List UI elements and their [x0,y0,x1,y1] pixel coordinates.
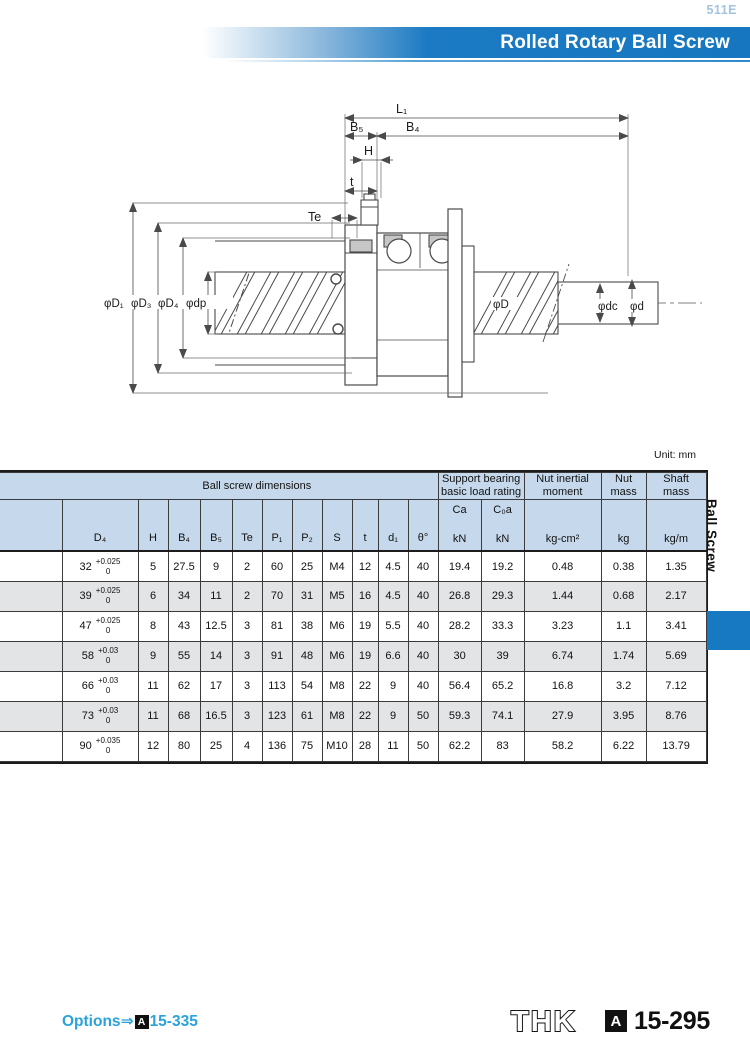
value-cell: 80 [168,731,200,761]
thk-logo [510,1004,598,1038]
value-cell: 38 [292,611,322,641]
value-cell: 40 [408,551,438,581]
options-arrow-icon: ⇒ [120,1013,134,1030]
value-cell: 34 [168,581,200,611]
value-cell: 60 [262,551,292,581]
value-cell: 62.2 [438,731,481,761]
table-row [0,581,706,611]
dim-label-te: Te [308,210,322,224]
ca-label: Ca [452,504,467,517]
d4-value-cell: 66 +0.03 0 [62,671,138,701]
col-d4: D₄ [62,500,138,552]
value-cell: 19.4 [438,551,481,581]
table-row [0,701,706,731]
dim-label-phi-D: φD [493,299,509,311]
value-cell: 7.12 [646,671,706,701]
group-shaft-mass: Shaft mass [646,473,706,500]
options-label: Options [62,1012,121,1030]
value-cell: 28 [352,731,378,761]
group-support-bearing: Support bearing basic load rating [438,473,524,500]
value-cell: 3 [232,611,262,641]
value-cell: 48 [292,641,322,671]
dim-label-phi-d3: φD₃ [131,298,152,310]
value-cell: 25 [200,731,232,761]
value-cell: 19.2 [481,551,524,581]
value-cell: 39 [481,641,524,671]
value-cell: 4 [232,731,262,761]
value-cell: 68 [168,701,200,731]
value-cell: 91 [262,641,292,671]
dim-label-phi-dp: φdp [186,298,207,310]
value-cell: 58.2 [524,731,601,761]
footer-brand-block [510,1004,710,1038]
col-model [0,500,62,552]
value-cell: 27.5 [168,551,200,581]
d4-value-cell: 39 +0.025 0 [62,581,138,611]
d4-value-cell: 32 +0.025 0 [62,551,138,581]
model-cell [0,551,62,581]
value-cell: 9 [200,551,232,581]
side-tab-ball-screw: Ball Screw [704,499,719,573]
dimensions-table [0,472,707,762]
col-inertia-unit: kg-cm² [524,500,601,552]
value-cell: 22 [352,701,378,731]
value-cell: 2 [232,551,262,581]
col-s: S [322,500,352,552]
value-cell: 11 [138,701,168,731]
group-nut-inertial-moment: Nut inertial moment [524,473,601,500]
value-cell: 3 [232,671,262,701]
dim-label-phi-d4: φD₄ [158,298,179,310]
value-cell: 14 [200,641,232,671]
value-cell: M8 [322,671,352,701]
table-wrap [0,470,708,764]
value-cell: 3 [232,701,262,731]
options-reference[interactable] [62,1012,198,1031]
col-d1: d₁ [378,500,408,552]
col-shaft-mass-unit: kg/m [646,500,706,552]
value-cell: M4 [322,551,352,581]
page-code: 511E [706,3,737,17]
value-cell: 3.41 [646,611,706,641]
value-cell: 56.4 [438,671,481,701]
model-cell [0,671,62,701]
col-theta: θ° [408,500,438,552]
value-cell: 4.5 [378,551,408,581]
group-nut-mass: Nut mass [601,473,646,500]
value-cell: 22 [352,671,378,701]
value-cell: 28.2 [438,611,481,641]
dim-label-h: H [364,144,374,158]
value-cell: 5.69 [646,641,706,671]
c0a-label: C₀a [493,504,512,517]
value-cell: 3.95 [601,701,646,731]
dim-label-phi-d: φd [630,301,644,313]
value-cell: 6 [138,581,168,611]
value-cell: 8.76 [646,701,706,731]
a-badge: A [135,1015,149,1029]
value-cell: 50 [408,731,438,761]
col-ca [438,500,481,552]
value-cell: 12 [138,731,168,761]
value-cell: 29.3 [481,581,524,611]
value-cell: 55 [168,641,200,671]
value-cell: 123 [262,701,292,731]
value-cell: 81 [262,611,292,641]
value-cell: 62 [168,671,200,701]
value-cell: 13.79 [646,731,706,761]
value-cell: 5.5 [378,611,408,641]
dim-label-phi-d1: φD₁ [104,298,124,310]
table-row [0,731,706,761]
model-cell [0,641,62,671]
section-index-tab [707,611,750,650]
c0a-unit: kN [495,533,510,546]
model-cell [0,731,62,761]
value-cell: 1.35 [646,551,706,581]
value-cell: 43 [168,611,200,641]
value-cell: 6.22 [601,731,646,761]
model-cell [0,581,62,611]
value-cell: M6 [322,641,352,671]
value-cell: 12 [352,551,378,581]
value-cell: 50 [408,701,438,731]
value-cell: 6.6 [378,641,408,671]
assembly-outline [210,194,658,397]
value-cell: 16 [352,581,378,611]
value-cell: M6 [322,611,352,641]
table-body [0,551,706,761]
col-te: Te [232,500,262,552]
value-cell: 136 [262,731,292,761]
value-cell: 8 [138,611,168,641]
table-header [0,473,706,552]
value-cell: M5 [322,581,352,611]
value-cell: 12.5 [200,611,232,641]
table-row [0,671,706,701]
value-cell: 1.1 [601,611,646,641]
ca-unit: kN [452,533,467,546]
dim-label-b4: B₄ [406,120,420,134]
col-p2: P₂ [292,500,322,552]
table-row [0,641,706,671]
dim-label-t: t [350,175,354,189]
value-cell: 1.74 [601,641,646,671]
value-cell: 31 [292,581,322,611]
header-underline [0,60,750,62]
value-cell: 16.8 [524,671,601,701]
value-cell: 2.17 [646,581,706,611]
value-cell: 40 [408,611,438,641]
d4-value-cell: 90 +0.035 0 [62,731,138,761]
col-t: t [352,500,378,552]
value-cell: M8 [322,701,352,731]
value-cell: 0.48 [524,551,601,581]
d4-value-cell: 47 +0.025 0 [62,611,138,641]
value-cell: 75 [292,731,322,761]
col-nut-mass-unit: kg [601,500,646,552]
value-cell: 27.9 [524,701,601,731]
ball-screw-drawing [0,88,750,448]
value-cell: 19 [352,641,378,671]
value-cell: 3 [232,641,262,671]
footer-page-number: 15-295 [633,1006,710,1035]
col-b5: B₅ [200,500,232,552]
col-c0a [481,500,524,552]
d4-value-cell: 58 +0.03 0 [62,641,138,671]
value-cell: M10 [322,731,352,761]
value-cell: 16.5 [200,701,232,731]
value-cell: 4.5 [378,581,408,611]
table-row [0,611,706,641]
value-cell: 9 [138,641,168,671]
dim-label-l1: L₁ [396,102,408,116]
value-cell: 83 [481,731,524,761]
a-badge-footer: A [605,1010,627,1032]
model-cell [0,611,62,641]
value-cell: 74.1 [481,701,524,731]
value-cell: 26.8 [438,581,481,611]
value-cell: 11 [378,731,408,761]
value-cell: 3.2 [601,671,646,701]
value-cell: 9 [378,701,408,731]
options-page-number: 15-335 [149,1012,198,1030]
value-cell: 9 [378,671,408,701]
value-cell: 11 [138,671,168,701]
value-cell: 59.3 [438,701,481,731]
value-cell: 2 [232,581,262,611]
value-cell: 3.23 [524,611,601,641]
value-cell: 40 [408,641,438,671]
value-cell: 17 [200,671,232,701]
model-cell [0,701,62,731]
col-b4: B₄ [168,500,200,552]
value-cell: 11 [200,581,232,611]
col-p1: P₁ [262,500,292,552]
dim-label-phi-dc: φdc [598,301,618,313]
page-header-bar [0,27,750,58]
table-row [0,551,706,581]
value-cell: 19 [352,611,378,641]
group-ball-screw-dimensions: Ball screw dimensions [0,473,438,500]
d4-value-cell: 73 +0.03 0 [62,701,138,731]
dim-label-b5: B₅ [350,120,364,134]
value-cell: 25 [292,551,322,581]
value-cell: 33.3 [481,611,524,641]
value-cell: 40 [408,671,438,701]
value-cell: 70 [262,581,292,611]
value-cell: 5 [138,551,168,581]
col-h: H [138,500,168,552]
value-cell: 65.2 [481,671,524,701]
unit-label: Unit: mm [654,449,696,461]
value-cell: 0.38 [601,551,646,581]
page-title: Rolled Rotary Ball Screw [500,32,730,53]
value-cell: 54 [292,671,322,701]
value-cell: 6.74 [524,641,601,671]
value-cell: 113 [262,671,292,701]
value-cell: 0.68 [601,581,646,611]
value-cell: 40 [408,581,438,611]
value-cell: 1.44 [524,581,601,611]
value-cell: 30 [438,641,481,671]
thk-logo-text: THK [510,1006,577,1038]
value-cell: 61 [292,701,322,731]
